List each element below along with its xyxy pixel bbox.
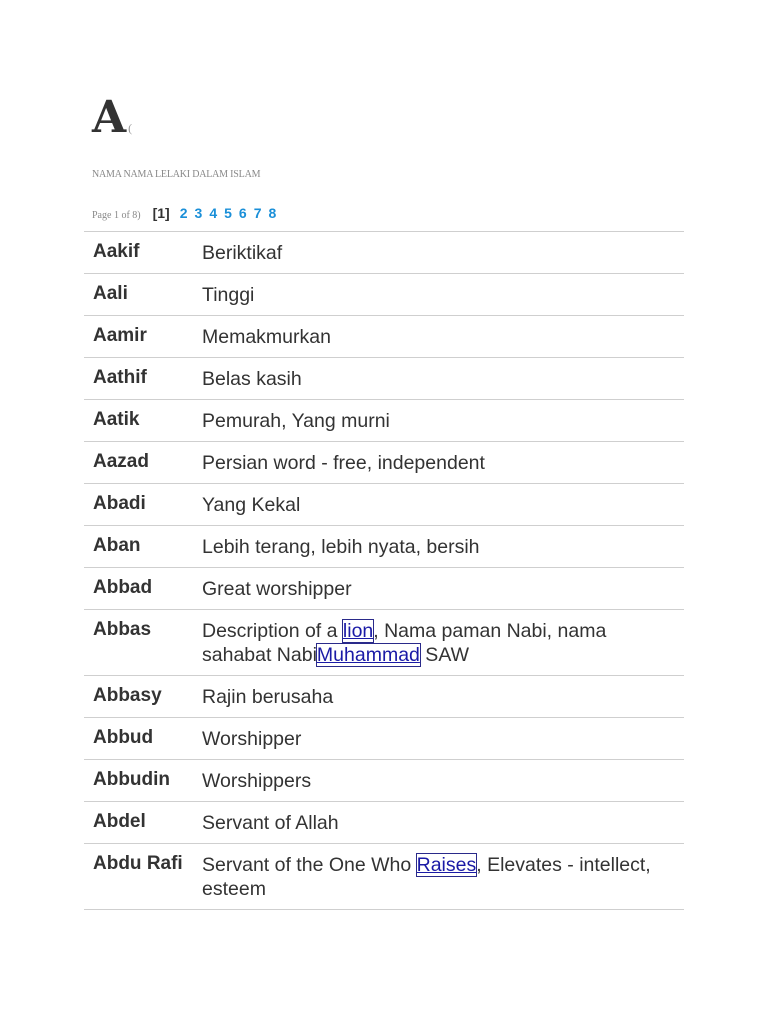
- page-link-3[interactable]: 3: [194, 205, 203, 221]
- table-row: [84, 274, 684, 316]
- meaning-text: Worshipper: [202, 728, 302, 750]
- name-cell: Aathif: [93, 367, 147, 388]
- table-row: [84, 442, 684, 484]
- table-row: [84, 232, 684, 274]
- meaning-cell: [202, 493, 684, 517]
- meaning-cell: [202, 241, 684, 265]
- meaning-text: Great worshipper: [202, 578, 352, 600]
- meaning-text: SAW: [419, 644, 470, 666]
- meaning-cell: [202, 727, 684, 751]
- meaning-cell: [202, 535, 684, 559]
- name-cell: Aakif: [93, 241, 140, 262]
- name-cell: Abbasy: [93, 685, 162, 706]
- table-row: [84, 568, 684, 610]
- page-info: Page 1 of 8): [92, 210, 141, 221]
- meaning-cell: [202, 685, 684, 709]
- name-cell: Abbas: [93, 619, 152, 640]
- meaning-text: Yang Kekal: [202, 494, 301, 516]
- name-cell: Aatik: [93, 409, 140, 430]
- pagination: [92, 205, 283, 221]
- meaning-cell: [202, 451, 684, 475]
- page-link-2[interactable]: 2: [179, 205, 188, 221]
- meaning-cell: [202, 367, 684, 391]
- meaning-cell: [202, 853, 684, 901]
- meaning-text: Persian word - free, independent: [202, 452, 485, 474]
- current-page: [1]: [152, 205, 170, 221]
- table-row: [84, 676, 684, 718]
- page-link-8[interactable]: 8: [268, 205, 277, 221]
- table-row: [84, 718, 684, 760]
- table-row: [84, 610, 684, 676]
- table-row: [84, 316, 684, 358]
- section-heading: [92, 92, 133, 143]
- name-cell: Abdu Rafi: [93, 853, 183, 874]
- name-cell: Abbad: [93, 577, 153, 598]
- name-cell: Aazad: [93, 451, 149, 472]
- meaning-link[interactable]: Raises: [416, 854, 477, 876]
- meaning-text: Tinggi: [202, 284, 255, 306]
- meaning-text: Worshippers: [202, 770, 312, 792]
- page-link-5[interactable]: 5: [224, 205, 232, 221]
- table-row: [84, 484, 684, 526]
- meaning-text: Servant of the One Who: [202, 854, 417, 876]
- section-letter-paren: (: [128, 121, 133, 135]
- meaning-text: Belas kasih: [202, 368, 302, 390]
- meaning-cell: [202, 577, 684, 601]
- page-link-7[interactable]: 7: [253, 205, 262, 221]
- meaning-cell: [202, 409, 684, 433]
- name-cell: Aali: [93, 283, 128, 304]
- meaning-text: Rajin berusaha: [202, 686, 334, 708]
- meaning-link[interactable]: Muhammad: [316, 644, 420, 666]
- meaning-text: Pemurah, Yang murni: [202, 410, 390, 432]
- meaning-text: , Elevates - intellect, esteem: [202, 854, 651, 900]
- table-row: [84, 760, 684, 802]
- page-link-6[interactable]: 6: [238, 205, 247, 221]
- table-row: [84, 844, 684, 910]
- meaning-cell: [202, 811, 684, 835]
- meaning-cell: [202, 283, 684, 307]
- name-cell: Aban: [93, 535, 141, 556]
- meaning-text: , Nama paman Nabi, nama sahabat Nabi: [202, 620, 607, 666]
- table-row: [84, 400, 684, 442]
- page-subtitle: NAMA NAMA LELAKI DALAM ISLAM: [92, 169, 261, 180]
- meaning-cell: [202, 619, 684, 667]
- meaning-text: Lebih terang, lebih nyata, bersih: [202, 536, 480, 558]
- name-cell: Abbud: [93, 727, 154, 748]
- name-cell: Abdel: [93, 811, 146, 832]
- section-letter: A: [92, 92, 127, 143]
- table-row: [84, 358, 684, 400]
- page-link-4[interactable]: 4: [209, 205, 218, 221]
- table-row: [84, 526, 684, 568]
- table-row: [84, 802, 684, 844]
- meaning-text: Memakmurkan: [202, 326, 331, 348]
- meaning-link[interactable]: lion: [342, 620, 374, 642]
- meaning-text: Beriktikaf: [202, 242, 283, 264]
- meaning-text: Description of a: [202, 620, 343, 642]
- name-cell: Abadi: [93, 493, 146, 514]
- name-cell: Aamir: [93, 325, 147, 346]
- meaning-cell: [202, 325, 684, 349]
- name-cell: Abbudin: [93, 769, 171, 790]
- meaning-cell: [202, 769, 684, 793]
- names-table: [84, 231, 684, 910]
- meaning-text: Servant of Allah: [202, 812, 339, 834]
